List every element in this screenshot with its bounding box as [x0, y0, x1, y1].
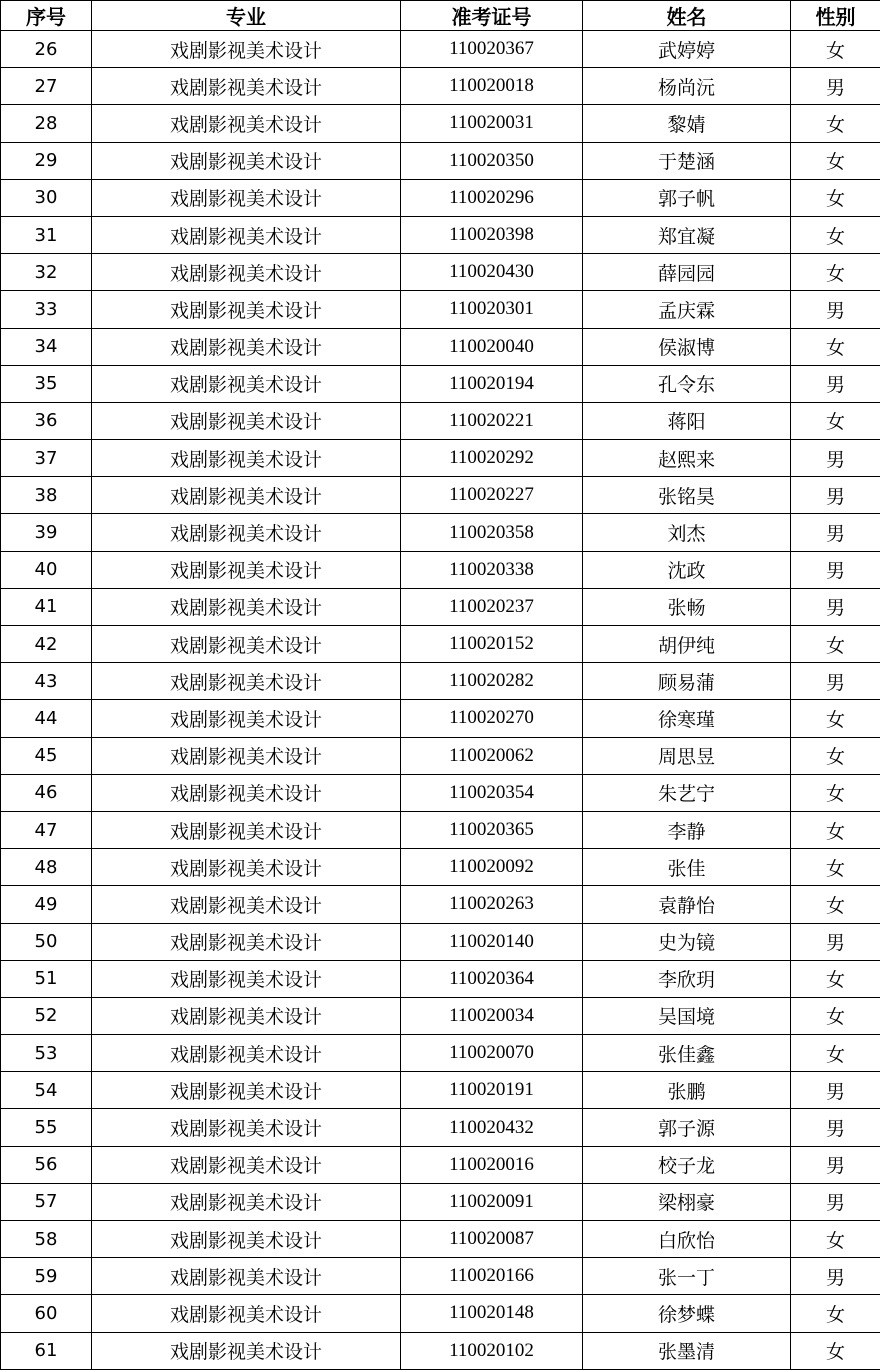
cell-gender: 女	[791, 626, 880, 663]
table-row	[1, 1258, 880, 1295]
cell-gender: 女	[791, 105, 880, 142]
cell-serial: 26	[1, 31, 92, 68]
cell-exam-id: 110020102	[401, 1332, 583, 1369]
cell-major: 戏剧影视美术设计	[92, 1295, 401, 1332]
cell-major: 戏剧影视美术设计	[92, 1221, 401, 1258]
table-row	[1, 626, 880, 663]
cell-name: 沈政	[583, 551, 791, 588]
cell-gender: 女	[791, 254, 880, 291]
cell-gender: 女	[791, 31, 880, 68]
cell-exam-id: 110020292	[401, 440, 583, 477]
cell-gender: 男	[791, 440, 880, 477]
cell-major: 戏剧影视美术设计	[92, 588, 401, 625]
cell-serial: 61	[1, 1332, 92, 1369]
cell-major: 戏剧影视美术设计	[92, 328, 401, 365]
cell-gender: 女	[791, 886, 880, 923]
cell-serial: 28	[1, 105, 92, 142]
header-serial: 序号	[1, 1, 92, 31]
cell-serial: 43	[1, 663, 92, 700]
cell-gender: 女	[791, 997, 880, 1034]
cell-exam-id: 110020350	[401, 142, 583, 179]
cell-gender: 女	[791, 402, 880, 439]
cell-exam-id: 110020152	[401, 626, 583, 663]
cell-exam-id: 110020070	[401, 1035, 583, 1072]
cell-gender: 男	[791, 1072, 880, 1109]
table-row	[1, 737, 880, 774]
cell-exam-id: 110020194	[401, 365, 583, 402]
cell-serial: 34	[1, 328, 92, 365]
cell-major: 戏剧影视美术设计	[92, 997, 401, 1034]
cell-gender: 女	[791, 179, 880, 216]
cell-name: 张墨清	[583, 1332, 791, 1369]
cell-name: 袁静怡	[583, 886, 791, 923]
cell-major: 戏剧影视美术设计	[92, 551, 401, 588]
cell-name: 刘杰	[583, 514, 791, 551]
cell-exam-id: 110020018	[401, 68, 583, 105]
cell-serial: 47	[1, 811, 92, 848]
cell-name: 郑宜凝	[583, 216, 791, 253]
cell-exam-id: 110020364	[401, 960, 583, 997]
table-row	[1, 68, 880, 105]
cell-exam-id: 110020398	[401, 216, 583, 253]
cell-name: 武婷婷	[583, 31, 791, 68]
cell-serial: 29	[1, 142, 92, 179]
cell-major: 戏剧影视美术设计	[92, 254, 401, 291]
cell-exam-id: 110020092	[401, 849, 583, 886]
cell-gender: 男	[791, 663, 880, 700]
cell-gender: 女	[791, 216, 880, 253]
cell-gender: 男	[791, 514, 880, 551]
cell-exam-id: 110020358	[401, 514, 583, 551]
table-row	[1, 960, 880, 997]
cell-serial: 30	[1, 179, 92, 216]
cell-major: 戏剧影视美术设计	[92, 700, 401, 737]
cell-exam-id: 110020263	[401, 886, 583, 923]
cell-gender: 男	[791, 365, 880, 402]
cell-major: 戏剧影视美术设计	[92, 626, 401, 663]
cell-gender: 男	[791, 291, 880, 328]
table-row	[1, 179, 880, 216]
header-exam-id: 准考证号	[401, 1, 583, 31]
cell-name: 李欣玥	[583, 960, 791, 997]
cell-major: 戏剧影视美术设计	[92, 31, 401, 68]
cell-serial: 35	[1, 365, 92, 402]
cell-name: 徐梦蝶	[583, 1295, 791, 1332]
cell-major: 戏剧影视美术设计	[92, 1035, 401, 1072]
cell-serial: 51	[1, 960, 92, 997]
cell-serial: 31	[1, 216, 92, 253]
cell-major: 戏剧影视美术设计	[92, 105, 401, 142]
cell-serial: 55	[1, 1109, 92, 1146]
cell-exam-id: 110020040	[401, 328, 583, 365]
cell-serial: 38	[1, 477, 92, 514]
cell-major: 戏剧影视美术设计	[92, 774, 401, 811]
cell-exam-id: 110020365	[401, 811, 583, 848]
cell-serial: 60	[1, 1295, 92, 1332]
table-row	[1, 514, 880, 551]
cell-exam-id: 110020367	[401, 31, 583, 68]
cell-name: 张佳鑫	[583, 1035, 791, 1072]
table-row	[1, 811, 880, 848]
cell-name: 梁栩豪	[583, 1183, 791, 1220]
cell-gender: 女	[791, 328, 880, 365]
cell-major: 戏剧影视美术设计	[92, 923, 401, 960]
cell-exam-id: 110020221	[401, 402, 583, 439]
table-row	[1, 700, 880, 737]
cell-exam-id: 110020270	[401, 700, 583, 737]
cell-name: 朱艺宁	[583, 774, 791, 811]
cell-gender: 女	[791, 849, 880, 886]
table-row	[1, 216, 880, 253]
cell-major: 戏剧影视美术设计	[92, 886, 401, 923]
cell-name: 郭子源	[583, 1109, 791, 1146]
cell-name: 蒋阳	[583, 402, 791, 439]
table-row	[1, 1295, 880, 1332]
cell-serial: 48	[1, 849, 92, 886]
cell-major: 戏剧影视美术设计	[92, 68, 401, 105]
cell-exam-id: 110020087	[401, 1221, 583, 1258]
cell-name: 孟庆霖	[583, 291, 791, 328]
cell-gender: 男	[791, 1258, 880, 1295]
table-row	[1, 328, 880, 365]
table-row	[1, 1332, 880, 1369]
cell-serial: 36	[1, 402, 92, 439]
cell-exam-id: 110020338	[401, 551, 583, 588]
cell-serial: 39	[1, 514, 92, 551]
cell-exam-id: 110020301	[401, 291, 583, 328]
cell-name: 薛园园	[583, 254, 791, 291]
cell-major: 戏剧影视美术设计	[92, 142, 401, 179]
cell-major: 戏剧影视美术设计	[92, 216, 401, 253]
cell-name: 张铭昊	[583, 477, 791, 514]
cell-major: 戏剧影视美术设计	[92, 1146, 401, 1183]
cell-exam-id: 110020237	[401, 588, 583, 625]
table-row	[1, 31, 880, 68]
cell-exam-id: 110020091	[401, 1183, 583, 1220]
cell-major: 戏剧影视美术设计	[92, 291, 401, 328]
cell-name: 白欣怡	[583, 1221, 791, 1258]
cell-major: 戏剧影视美术设计	[92, 1109, 401, 1146]
cell-major: 戏剧影视美术设计	[92, 1332, 401, 1369]
table-row	[1, 886, 880, 923]
cell-name: 李静	[583, 811, 791, 848]
cell-serial: 58	[1, 1221, 92, 1258]
table-row	[1, 402, 880, 439]
cell-gender: 男	[791, 588, 880, 625]
table-row	[1, 254, 880, 291]
cell-gender: 女	[791, 1295, 880, 1332]
cell-serial: 54	[1, 1072, 92, 1109]
cell-gender: 男	[791, 551, 880, 588]
cell-serial: 56	[1, 1146, 92, 1183]
cell-major: 戏剧影视美术设计	[92, 737, 401, 774]
table-row	[1, 923, 880, 960]
cell-name: 张鹏	[583, 1072, 791, 1109]
table-row	[1, 588, 880, 625]
cell-gender: 女	[791, 774, 880, 811]
cell-gender: 女	[791, 811, 880, 848]
cell-serial: 49	[1, 886, 92, 923]
cell-serial: 50	[1, 923, 92, 960]
cell-gender: 女	[791, 1332, 880, 1369]
cell-serial: 42	[1, 626, 92, 663]
cell-name: 校子龙	[583, 1146, 791, 1183]
table-row	[1, 365, 880, 402]
table-row	[1, 551, 880, 588]
cell-name: 胡伊纯	[583, 626, 791, 663]
table-row	[1, 1146, 880, 1183]
cell-name: 张佳	[583, 849, 791, 886]
cell-exam-id: 110020296	[401, 179, 583, 216]
cell-serial: 33	[1, 291, 92, 328]
cell-gender: 男	[791, 1183, 880, 1220]
cell-gender: 男	[791, 1109, 880, 1146]
table-row	[1, 774, 880, 811]
header-gender: 性别	[791, 1, 880, 31]
cell-gender: 男	[791, 1146, 880, 1183]
cell-serial: 32	[1, 254, 92, 291]
cell-major: 戏剧影视美术设计	[92, 1258, 401, 1295]
header-name: 姓名	[583, 1, 791, 31]
cell-serial: 40	[1, 551, 92, 588]
cell-serial: 45	[1, 737, 92, 774]
cell-exam-id: 110020148	[401, 1295, 583, 1332]
cell-gender: 女	[791, 737, 880, 774]
cell-major: 戏剧影视美术设计	[92, 1072, 401, 1109]
cell-serial: 41	[1, 588, 92, 625]
table-row	[1, 105, 880, 142]
roster-body	[1, 31, 880, 1370]
cell-name: 黎婧	[583, 105, 791, 142]
cell-exam-id: 110020034	[401, 997, 583, 1034]
cell-serial: 53	[1, 1035, 92, 1072]
cell-exam-id: 110020227	[401, 477, 583, 514]
cell-major: 戏剧影视美术设计	[92, 477, 401, 514]
cell-name: 徐寒瑾	[583, 700, 791, 737]
cell-major: 戏剧影视美术设计	[92, 663, 401, 700]
cell-exam-id: 110020354	[401, 774, 583, 811]
cell-gender: 女	[791, 142, 880, 179]
cell-exam-id: 110020031	[401, 105, 583, 142]
cell-gender: 女	[791, 1221, 880, 1258]
cell-serial: 44	[1, 700, 92, 737]
cell-serial: 59	[1, 1258, 92, 1295]
cell-serial: 46	[1, 774, 92, 811]
table-row	[1, 291, 880, 328]
table-row	[1, 1072, 880, 1109]
cell-major: 戏剧影视美术设计	[92, 365, 401, 402]
cell-serial: 37	[1, 440, 92, 477]
cell-name: 顾易蒲	[583, 663, 791, 700]
cell-major: 戏剧影视美术设计	[92, 1183, 401, 1220]
cell-serial: 52	[1, 997, 92, 1034]
cell-exam-id: 110020432	[401, 1109, 583, 1146]
header-major: 专业	[92, 1, 401, 31]
header-row	[1, 1, 880, 31]
cell-name: 张一丁	[583, 1258, 791, 1295]
cell-gender: 女	[791, 700, 880, 737]
cell-name: 于楚涵	[583, 142, 791, 179]
table-row	[1, 663, 880, 700]
table-row	[1, 440, 880, 477]
cell-major: 戏剧影视美术设计	[92, 811, 401, 848]
cell-exam-id: 110020282	[401, 663, 583, 700]
table-row	[1, 1221, 880, 1258]
cell-major: 戏剧影视美术设计	[92, 179, 401, 216]
cell-exam-id: 110020140	[401, 923, 583, 960]
cell-name: 郭子帆	[583, 179, 791, 216]
cell-major: 戏剧影视美术设计	[92, 402, 401, 439]
cell-name: 吴国境	[583, 997, 791, 1034]
table-row	[1, 1109, 880, 1146]
cell-name: 杨尚沅	[583, 68, 791, 105]
cell-exam-id: 110020191	[401, 1072, 583, 1109]
cell-exam-id: 110020430	[401, 254, 583, 291]
table-row	[1, 849, 880, 886]
cell-name: 史为镜	[583, 923, 791, 960]
cell-exam-id: 110020062	[401, 737, 583, 774]
cell-name: 周思昱	[583, 737, 791, 774]
cell-major: 戏剧影视美术设计	[92, 514, 401, 551]
table-row	[1, 1035, 880, 1072]
table-row	[1, 142, 880, 179]
cell-major: 戏剧影视美术设计	[92, 440, 401, 477]
cell-name: 孔令东	[583, 365, 791, 402]
table-row	[1, 1183, 880, 1220]
cell-exam-id: 110020166	[401, 1258, 583, 1295]
cell-gender: 男	[791, 923, 880, 960]
cell-name: 张畅	[583, 588, 791, 625]
cell-gender: 男	[791, 68, 880, 105]
cell-name: 侯淑博	[583, 328, 791, 365]
cell-name: 赵熙来	[583, 440, 791, 477]
cell-serial: 27	[1, 68, 92, 105]
table-row	[1, 997, 880, 1034]
table-row	[1, 477, 880, 514]
cell-major: 戏剧影视美术设计	[92, 849, 401, 886]
cell-gender: 女	[791, 960, 880, 997]
cell-gender: 女	[791, 1035, 880, 1072]
cell-serial: 57	[1, 1183, 92, 1220]
cell-major: 戏剧影视美术设计	[92, 960, 401, 997]
cell-gender: 男	[791, 477, 880, 514]
cell-exam-id: 110020016	[401, 1146, 583, 1183]
